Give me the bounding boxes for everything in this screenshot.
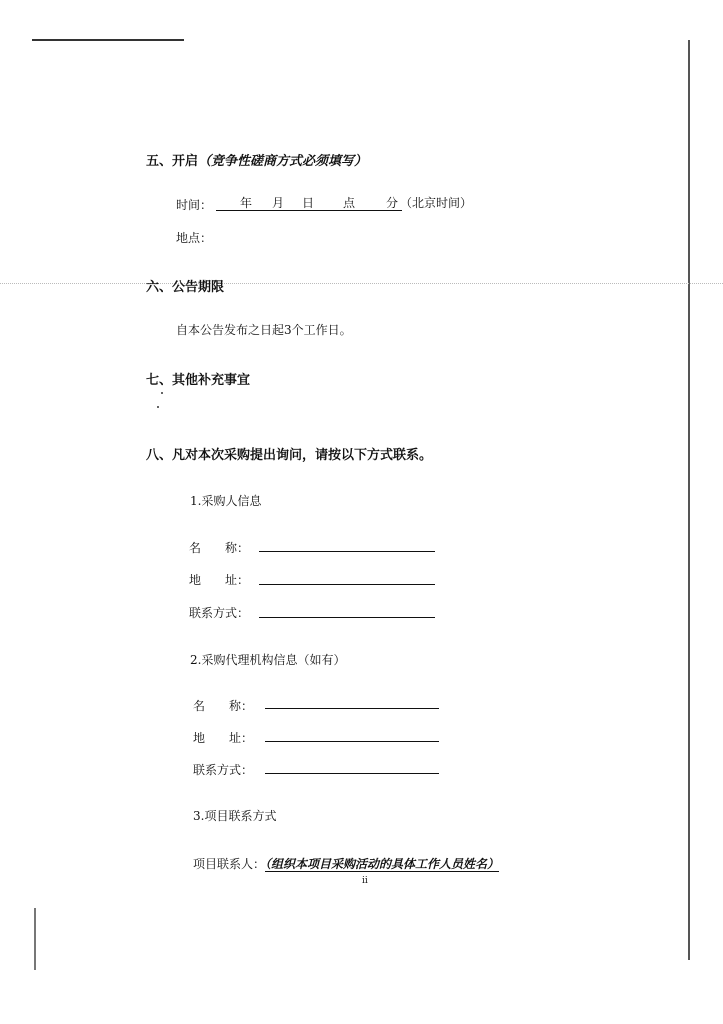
purchaser-name-blank bbox=[259, 551, 435, 552]
time-day: 日 bbox=[302, 196, 315, 210]
page-number: ii bbox=[362, 876, 368, 886]
agency-contact-blank bbox=[265, 773, 439, 774]
purchaser-contact-label: 联系方式： bbox=[189, 606, 250, 620]
purchaser-contact-blank bbox=[259, 617, 435, 618]
agency-info-title: 2.采购代理机构信息（如有） bbox=[190, 653, 346, 667]
agency-contact-label: 联系方式： bbox=[193, 763, 254, 777]
scan-dotted-artifact bbox=[0, 283, 723, 284]
project-contact-row bbox=[193, 855, 499, 872]
agency-name-label: 名 称： bbox=[193, 699, 254, 713]
agency-address-blank bbox=[265, 741, 439, 742]
section6-text: 自本公告发布之日起3个工作日。 bbox=[176, 323, 352, 337]
section8-heading: 八、凡对本次采购提出询问，请按以下方式联系。 bbox=[146, 448, 433, 463]
time-year: 年 bbox=[240, 196, 253, 210]
time-month: 月 bbox=[272, 196, 285, 210]
agency-name-blank bbox=[265, 708, 439, 709]
section5-heading bbox=[146, 150, 367, 169]
section6-heading: 六、公告期限 bbox=[146, 280, 225, 295]
purchaser-address-label: 地 址： bbox=[189, 573, 250, 587]
purchaser-name-label: 名 称： bbox=[189, 541, 250, 555]
scan-left-mark bbox=[34, 908, 36, 970]
section5-time-label: 时间： bbox=[176, 198, 213, 212]
time-minute: 分 bbox=[386, 196, 399, 210]
project-contact-value: （组织本项目采购活动的具体工作人员姓名） bbox=[265, 857, 500, 871]
section7-heading: 七、其他补充事宜 bbox=[146, 373, 251, 388]
purchaser-info-title: 1.采购人信息 bbox=[190, 494, 262, 508]
top-rule bbox=[32, 39, 184, 41]
section5-place-label: 地点： bbox=[176, 231, 213, 245]
time-hour: 点 bbox=[343, 196, 356, 210]
section5-note: （竞争性磋商方式必须填写） bbox=[198, 154, 368, 169]
scan-speck bbox=[161, 392, 163, 394]
project-contact-label: 项目联系人： bbox=[193, 857, 266, 871]
scan-speck bbox=[157, 406, 159, 408]
agency-address-label: 地 址： bbox=[193, 731, 254, 745]
time-suffix: （北京时间） bbox=[400, 196, 473, 210]
section5-title: 五、开启 bbox=[146, 154, 199, 169]
purchaser-address-blank bbox=[259, 584, 435, 585]
scan-right-edge bbox=[688, 40, 690, 960]
project-contact-title: 3.项目联系方式 bbox=[193, 809, 277, 823]
